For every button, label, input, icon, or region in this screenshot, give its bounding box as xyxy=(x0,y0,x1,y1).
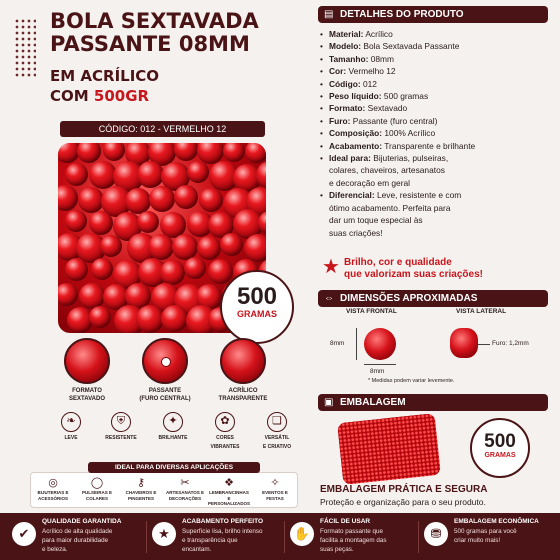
detail-value: Acrílico xyxy=(363,29,393,39)
bead-facet xyxy=(65,163,88,186)
weight-unit: GRAMAS xyxy=(237,309,277,319)
side-view-label: VISTA LATERAL xyxy=(456,308,507,315)
feature-label: SEXTAVADO xyxy=(68,395,105,402)
details-header-label: DETALHES DO PRODUTO xyxy=(340,9,464,20)
detail-value: Leve, resistente e com xyxy=(374,190,462,201)
application-label: LEMBRANCINHAS xyxy=(209,490,249,495)
footer-text: Acrílico de alta qualidade xyxy=(42,528,113,535)
detail-value: Sextavado xyxy=(365,103,408,114)
detail-key: Material: xyxy=(329,29,364,39)
detail-continuation: suas criações! xyxy=(329,227,383,238)
sparkle-icon: ✦ xyxy=(163,412,183,432)
application-label: ACESSÓRIOS xyxy=(37,495,68,501)
weight-number: 500 xyxy=(236,283,278,310)
subtitle-prefix: COM xyxy=(50,87,94,105)
benefit-label: RESISTENTE xyxy=(105,435,137,441)
benefit-label: LEVE xyxy=(64,435,78,441)
feature-label: (FURO CENTRAL) xyxy=(139,395,191,402)
benefit-label: VERSÁTIL xyxy=(264,435,290,441)
detail-value: Passante (furo central) xyxy=(350,115,438,126)
applications-box xyxy=(30,472,298,508)
bead-facet xyxy=(58,283,78,306)
footer-title: ACABAMENTO PERFEITO xyxy=(182,518,264,525)
souvenir-icon: ❖ xyxy=(224,477,234,489)
detail-continuation: colares, chaveiros, artesanatos xyxy=(329,165,445,176)
detail-key: Formato: xyxy=(329,103,366,114)
bead-facet xyxy=(91,258,113,280)
footer-text: e transparência que xyxy=(182,537,238,544)
code-bar: CÓDIGO: 012 - VERMELHO 12 xyxy=(60,121,265,137)
bead-facet xyxy=(197,236,221,260)
detail-continuation: ótimo acabamento. Perfeita para xyxy=(329,202,451,213)
benefit-item xyxy=(152,412,194,444)
claim-line: que valorizam suas criações! xyxy=(344,269,483,280)
dimensions-note: * Medidas podem variar levemente. xyxy=(368,378,455,384)
bead-facet xyxy=(174,185,198,209)
details-list xyxy=(320,28,550,239)
subtitle-line-1: EM ACRÍLICO xyxy=(50,67,160,85)
detail-key: Furo: xyxy=(329,115,351,126)
shield-icon: ⛨ xyxy=(111,412,131,432)
benefit-item xyxy=(50,412,92,444)
detail-row xyxy=(320,102,550,114)
benefit-icons-row xyxy=(50,412,302,458)
application-label: E PERSONALIZADOS xyxy=(207,495,250,506)
packaging-header xyxy=(318,394,548,411)
bead-facet xyxy=(149,186,175,212)
dimensions-diagram xyxy=(318,306,548,390)
bead-facet xyxy=(223,143,245,162)
divider xyxy=(418,521,419,553)
bead-facet xyxy=(220,233,243,256)
detail-row xyxy=(320,53,550,65)
bead-facet xyxy=(137,211,159,233)
gift-icon: ❏ xyxy=(267,412,287,432)
bead-facet xyxy=(103,143,125,161)
packaging-title: EMBALAGEM PRÁTICA E SEGURA xyxy=(320,484,488,495)
feature-label: FORMATO xyxy=(72,388,102,394)
detail-key: Tamanho: xyxy=(329,53,369,64)
footer-text: suas peças. xyxy=(320,546,354,553)
application-label: EVENTOS E xyxy=(262,490,288,495)
detail-continuation: e decoração em geral xyxy=(329,177,411,188)
feature-material xyxy=(206,338,280,403)
hole-pointer xyxy=(478,344,490,345)
footer-text: para maior durabilidade xyxy=(42,537,109,544)
application-label: PINGENTES xyxy=(127,495,154,501)
bead-facet xyxy=(244,234,266,262)
application-label: FESTAS xyxy=(266,495,284,501)
detail-key: Cor: xyxy=(329,66,347,77)
claim-line: Brilho, cor e qualidade xyxy=(344,257,452,268)
footer-text: criar muito mais! xyxy=(454,537,501,544)
detail-row xyxy=(320,40,550,52)
application-label: CHAVEIROS E xyxy=(125,490,157,495)
detail-row xyxy=(320,78,550,90)
application-label: PULSEIRAS E xyxy=(81,490,112,495)
package-weight-unit: GRAMAS xyxy=(484,452,516,459)
bead-facet xyxy=(187,161,209,183)
application-item xyxy=(163,477,207,501)
divider xyxy=(284,521,285,553)
bead-facet xyxy=(89,211,113,235)
package-weight-badge xyxy=(470,418,530,478)
box-icon: ▣ xyxy=(324,397,334,408)
detail-value: Vermelho 12 xyxy=(346,66,396,77)
detail-value: 100% Acrílico xyxy=(382,128,436,139)
jewelry-icon: ◎ xyxy=(48,477,58,489)
bead-facet xyxy=(65,258,88,281)
width-label: 8mm xyxy=(370,368,385,375)
detail-value: Bola Sextavada Passante xyxy=(361,41,460,52)
benefit-item xyxy=(204,412,246,450)
application-item xyxy=(253,477,297,501)
packaging-subtitle: Proteção e organização para o seu produto. xyxy=(320,497,486,507)
front-bead xyxy=(364,328,396,360)
bracelet-icon: ◯ xyxy=(90,477,104,489)
detail-key: Peso líquido: xyxy=(329,91,382,102)
footer-title: QUALIDADE GARANTIDA xyxy=(42,518,122,525)
acrylic-beads-image xyxy=(220,338,266,384)
footer-text: encantam. xyxy=(182,546,212,553)
clipboard-icon: ▤ xyxy=(324,9,334,20)
details-header xyxy=(318,6,548,23)
package-image xyxy=(337,413,441,485)
footer-text: Formato passante que xyxy=(320,528,384,535)
footer-text: Superfície lisa, brilho intenso xyxy=(182,528,263,535)
packaging-header-label: EMBALAGEM xyxy=(340,397,406,408)
detail-value: Transparente e brilhante xyxy=(382,140,476,151)
application-item xyxy=(75,477,119,501)
detail-value: 08mm xyxy=(368,53,395,64)
star-icon: ★ xyxy=(322,256,340,278)
bead-facet xyxy=(160,260,185,285)
detail-key: Diferencial: xyxy=(329,190,375,201)
quality-icon: ✔ xyxy=(12,522,36,546)
height-label: 8mm xyxy=(330,340,345,347)
bead-facet xyxy=(100,235,122,257)
height-line xyxy=(356,328,357,360)
feature-hole xyxy=(128,338,202,403)
title-line-1: BOLA SEXTAVADA xyxy=(50,9,259,33)
benefit-label: CORES xyxy=(216,435,234,441)
feature-shape xyxy=(50,338,124,403)
subtitle-highlight: 500GR xyxy=(93,87,150,105)
side-bead xyxy=(450,328,478,358)
dimensions-header xyxy=(318,290,548,307)
feather-icon: ❧ xyxy=(61,412,81,432)
bead-facet xyxy=(174,143,198,161)
application-label: DECORAÇÕES xyxy=(168,495,202,501)
detail-continuation: dar um toque especial às xyxy=(329,215,423,226)
detail-key: Modelo: xyxy=(329,41,362,52)
product-title-block xyxy=(50,10,300,106)
detail-row xyxy=(320,189,550,201)
bead-facet xyxy=(208,259,233,284)
hexagon-bead-image xyxy=(64,338,110,384)
application-label: ARTESANATOS E xyxy=(165,490,205,495)
package-weight-number: 500 xyxy=(484,431,516,452)
application-label: COLARES xyxy=(85,495,108,501)
applications-title: IDEAL PARA DIVERSAS APLICAÇÕES xyxy=(88,462,260,473)
detail-row xyxy=(320,127,550,139)
divider xyxy=(146,521,147,553)
detail-value: Bijuterias, pulseiras, xyxy=(370,153,449,164)
bead-facet xyxy=(137,161,164,188)
detail-key: Código: xyxy=(329,78,361,89)
detail-row xyxy=(320,65,550,77)
detail-row xyxy=(320,152,550,164)
detail-row xyxy=(320,140,550,152)
feature-label: TRANSPARENTE xyxy=(218,395,268,402)
palette-icon: ✿ xyxy=(215,412,235,432)
footer-title: EMBALAGEM ECONÔMICA xyxy=(454,518,539,525)
thumbs-up-icon: ✋ xyxy=(290,522,314,546)
bead-facet xyxy=(184,257,206,279)
width-line xyxy=(364,364,396,365)
footer-bar xyxy=(0,513,560,560)
dimensions-header-label: DIMENSÕES APROXIMADAS xyxy=(340,293,478,304)
party-icon: ✧ xyxy=(270,477,280,489)
crafts-icon: ✂ xyxy=(180,477,190,489)
detail-row xyxy=(320,28,550,40)
ruler-icon: ⇔ xyxy=(324,293,334,304)
bead-facet xyxy=(58,185,78,211)
footer-title: FÁCIL DE USAR xyxy=(320,518,371,525)
benefit-label: VIBRANTES xyxy=(210,444,240,450)
footer-text: 500 gramas para você xyxy=(454,528,517,535)
detail-value: 012 xyxy=(360,78,377,89)
bead-facet xyxy=(199,188,223,212)
bead-facet xyxy=(148,234,174,260)
bead-facet xyxy=(136,305,164,333)
application-item xyxy=(31,477,75,501)
detail-key: Composição: xyxy=(329,128,383,139)
bead-facet xyxy=(245,143,266,163)
benefit-label: E CRIATIVO xyxy=(262,444,292,450)
hole-bead-image xyxy=(142,338,188,384)
front-view-label: VISTA FRONTAL xyxy=(346,308,397,315)
application-item xyxy=(207,477,251,507)
bead-facet xyxy=(161,305,188,332)
star-icon: ★ xyxy=(152,522,176,546)
subtitle-line-2 xyxy=(50,86,300,106)
coins-icon: ⛃ xyxy=(424,522,448,546)
feature-label: PASSANTE xyxy=(148,388,182,394)
title-line-2: PASSANTE 08MM xyxy=(50,32,250,56)
detail-value: 500 gramas xyxy=(381,91,429,102)
benefit-item xyxy=(256,412,298,450)
benefit-label: BRILHANTE xyxy=(158,435,188,441)
detail-row xyxy=(320,115,550,127)
bead-facet xyxy=(65,210,87,232)
bead-facet xyxy=(89,306,111,328)
benefit-item xyxy=(100,412,142,444)
keychain-icon: ⚷ xyxy=(136,477,146,489)
detail-row xyxy=(320,90,550,102)
application-item xyxy=(119,477,163,501)
feature-label: ACRÍLICO xyxy=(228,388,258,394)
hole-label: Furo: 1,2mm xyxy=(492,340,529,347)
detail-key: Ideal para: xyxy=(329,153,371,164)
detail-key: Acabamento: xyxy=(329,140,383,151)
application-label: BIJUTERIAS E xyxy=(37,490,69,495)
footer-text: e beleza. xyxy=(42,546,68,553)
decorative-dots xyxy=(14,18,36,78)
footer-text: facilita a montagem das xyxy=(320,537,387,544)
bead-facet xyxy=(77,143,101,163)
weight-badge xyxy=(220,270,294,344)
